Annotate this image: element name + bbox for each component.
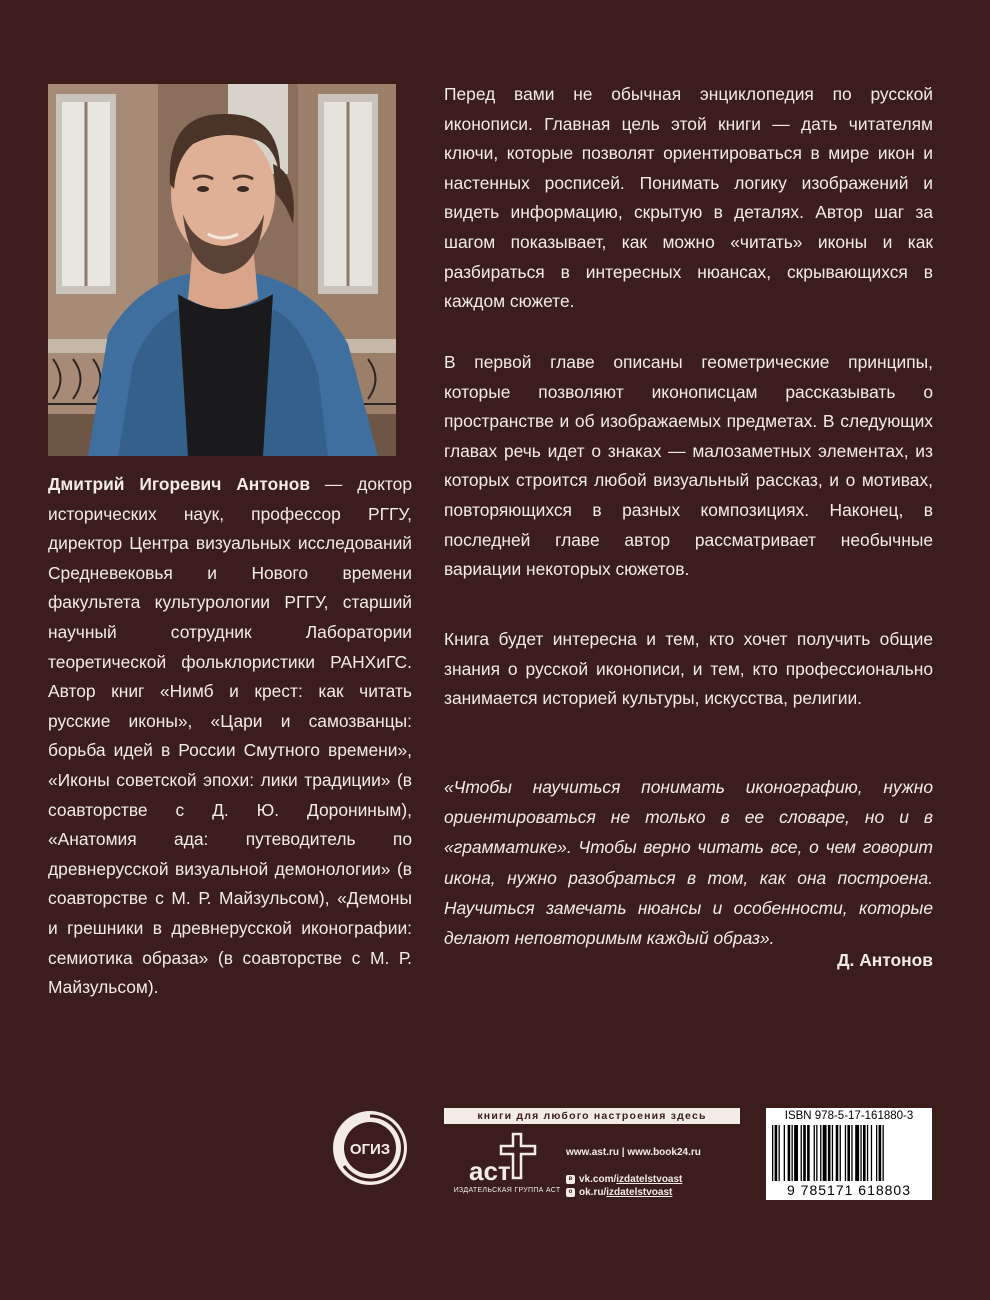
barcode-bars: [772, 1125, 926, 1183]
barcode-bar: [784, 1125, 785, 1181]
ast-logo-text: аст: [469, 1156, 511, 1186]
barcode-bar: [860, 1125, 861, 1181]
barcode-bar: [871, 1125, 872, 1181]
barcode-bar: [775, 1125, 778, 1181]
ogiz-logo-text: ОГИЗ: [349, 1141, 391, 1158]
barcode-bar: [867, 1125, 868, 1181]
barcode-bar: [794, 1125, 798, 1181]
barcode-bar: [823, 1125, 827, 1181]
barcode-bar: [840, 1125, 841, 1181]
barcode-bar: [879, 1125, 882, 1181]
ast-caption: ИЗДАТЕЛЬСКАЯ ГРУППА АСТ: [453, 1187, 561, 1194]
ok-prefix: ok.ru/: [579, 1187, 607, 1198]
barcode-bar: [779, 1125, 780, 1181]
vk-link[interactable]: [566, 1173, 701, 1186]
barcode-bar: [832, 1125, 833, 1181]
quote-author: Д. Антонов: [837, 950, 933, 970]
publisher-slogan: книги для любого настроения здесь: [444, 1108, 740, 1124]
barcode-bar: [807, 1125, 810, 1181]
description-paragraph-3: Книга будет интересна и тем, кто хочет получить общие знания о русской иконописи, и тем, кто профессионально занимается историей культуры, искусства, религии.: [444, 629, 933, 709]
isbn-label: ISBN 978-5-17-161880-3: [784, 1110, 914, 1122]
barcode-bar: [851, 1125, 852, 1181]
barcode-bar: [828, 1125, 831, 1181]
barcode-bar: [803, 1125, 806, 1181]
isbn-barcode: [766, 1108, 932, 1200]
author-bio: [48, 470, 412, 1003]
description-paragraph-2: В первой главе описаны геометрические принципы, которые позволяют иконописцам рассказывать о пространстве и об изображаемых предметах. В следующих главах речь идет о знаках — малозаметных элементах, из которых строится любой визуальный рассказ, и о мотивах, повторяющихся в разных композициях. Наконец, в последней главе автор рассматривает необычные вариации некоторых сюжетов.: [444, 352, 933, 580]
ok-icon: о: [566, 1188, 575, 1197]
barcode-bar: [845, 1125, 846, 1181]
barcode-bar: [836, 1125, 839, 1181]
publisher-links: [566, 1146, 701, 1199]
vk-handle: izdatelstvoast: [616, 1174, 683, 1185]
ogiz-logo: [330, 1108, 410, 1188]
barcode-bar: [855, 1125, 859, 1181]
ast-logo: [455, 1132, 555, 1192]
ok-handle: izdatelstvoast: [606, 1187, 673, 1198]
barcode-digits: 9 785171 618803: [787, 1182, 911, 1198]
barcode-bar: [863, 1125, 866, 1181]
barcode-bar: [847, 1125, 850, 1181]
ok-link[interactable]: [566, 1186, 701, 1199]
description-paragraph-1: Перед вами не обычная энциклопедия по русской иконописи. Главная цель этой книги — дать читателям ключи, которые позволят ориентироваться в мире икон и настенных росписей. Понимать логику изображений и видеть информацию, скрытую в деталях. Автор шаг за шагом показывает, как можно «читать» иконы и как разбираться в интересных нюансах, скрывающихся в каждом сюжете.: [444, 84, 933, 312]
barcode-bar: [801, 1125, 802, 1181]
author-photo: [48, 84, 396, 456]
author-bio-text: — доктор исторических наук, профессор РГГУ, директор Центра визуальных исследований Средневековья и Нового времени факультета культурологии РГГУ, старший научный сотрудник Лаборатории теоретической фольклористики РАНХиГС. Автор книг «Нимб и крест: как читать русские иконы», «Цари и самозванцы: борьба идей в России Смутного времени», «Иконы советской эпохи: лики традиции» (в соавторстве с Д. Ю. Дорониным), «Анатомия ада: путеводитель по древнерусской визуальной демонологии» (в соавторстве с М. Р. Майзульсом), «Демоны и грешники в древнерусской иконографии: семиотика образа» (в соавторстве с М. Р. Майзульсом).: [48, 474, 412, 998]
barcode-bar: [792, 1125, 793, 1181]
vk-prefix: vk.com/: [579, 1174, 617, 1185]
barcode-bar: [820, 1125, 821, 1181]
author-name: Дмитрий Игоревич Антонов: [48, 474, 311, 494]
vk-icon: в: [566, 1175, 575, 1184]
barcode-bar: [883, 1125, 884, 1181]
publisher-sites[interactable]: www.ast.ru | www.book24.ru: [566, 1147, 701, 1158]
barcode-bar: [814, 1125, 815, 1181]
author-quote: «Чтобы научиться понимать иконографию, нужно ориентироваться не только в ее словаре, но и в «грамматике». Чтобы верно читать все, о чем говорит икона, нужно разобраться в том, как она построена. Научиться замечать нюансы и особенности, которые делают неповторимым каждый образ».: [444, 777, 933, 949]
barcode-bar: [788, 1125, 791, 1181]
barcode-bar: [876, 1125, 877, 1181]
barcode-bar: [816, 1125, 817, 1181]
barcode-bar: [772, 1125, 773, 1181]
